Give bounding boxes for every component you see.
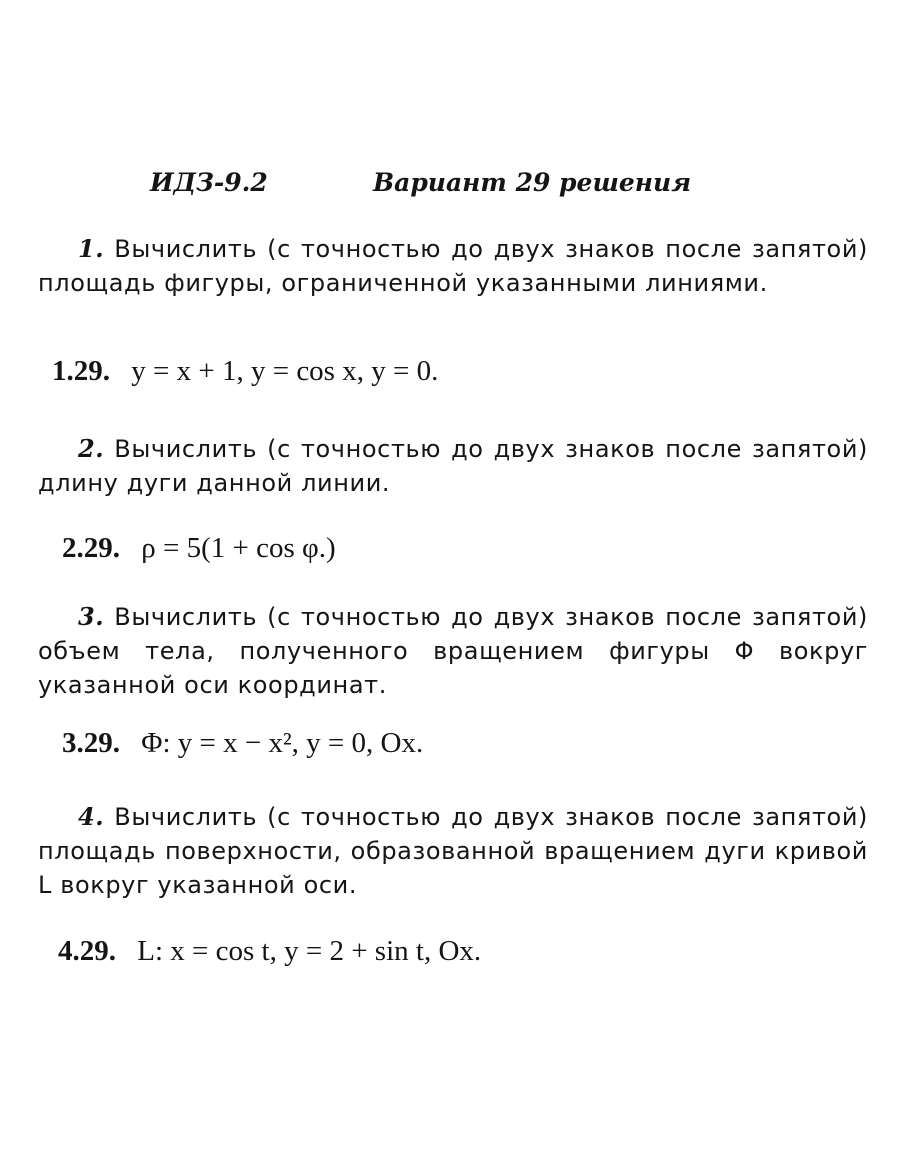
formula-expression: y = x + 1, y = cos x, y = 0.: [131, 355, 439, 387]
task-4: [38, 800, 868, 902]
task-2: [38, 432, 868, 500]
formula-4: [58, 935, 481, 968]
task-text: Вычислить (с точностью до двух знаков после запятой) объем тела, полученного вращением фигуры Φ вокруг указанной оси координат.: [38, 603, 868, 699]
task-text: Вычислить (с точностью до двух знаков после запятой) длину дуги данной линии.: [38, 435, 868, 497]
formula-number: 3.29.: [62, 727, 120, 759]
formula-expression: L: x = cos t, y = 2 + sin t, Ox.: [137, 935, 482, 967]
task-1: [38, 232, 868, 300]
document-header: [0, 168, 910, 208]
task-number: 4.: [78, 802, 105, 831]
formula-3: [62, 727, 423, 760]
formula-1: [52, 355, 438, 388]
task-number: 2.: [78, 434, 105, 463]
task-text: Вычислить (с точностью до двух знаков после запятой) площадь фигуры, ограниченной указанными линиями.: [38, 235, 868, 297]
formula-number: 1.29.: [52, 355, 110, 387]
assignment-code: ИДЗ-9.2: [150, 168, 268, 197]
variant-title: Вариант 29 решения: [373, 168, 692, 197]
formula-expression: Φ: y = x − x², y = 0, Ox.: [141, 727, 424, 759]
task-number: 1.: [78, 234, 105, 263]
task-number: 3.: [78, 602, 105, 631]
formula-number: 2.29.: [62, 532, 120, 564]
task-text: Вычислить (с точностью до двух знаков после запятой) площадь поверхности, образованной вращением дуги кривой L вокруг указанной оси.: [38, 803, 868, 899]
task-3: [38, 600, 868, 702]
formula-2: [62, 532, 336, 565]
formula-number: 4.29.: [58, 935, 116, 967]
formula-expression: ρ = 5(1 + cos φ.): [141, 532, 336, 564]
